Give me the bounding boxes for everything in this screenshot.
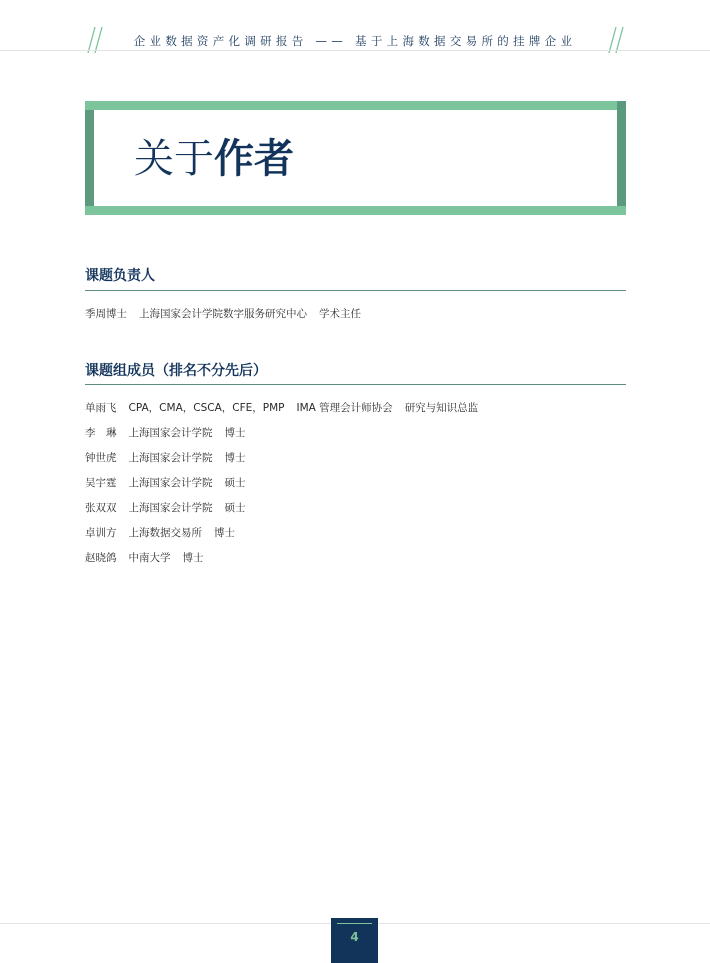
running-header-title: 企业数据资产化调研报告 —— 基于上海数据交易所的挂牌企业 (133, 34, 577, 48)
page-number: 4 (350, 930, 359, 944)
entry-role: 博士 (214, 527, 235, 539)
entry-affiliation: IMA 管理会计师协会 (296, 402, 393, 414)
page-title (134, 136, 294, 182)
entry-name: 张双双 (85, 502, 117, 514)
leader-section-heading: 课题负责人 (85, 268, 155, 284)
running-header (0, 22, 710, 56)
page-title-light: 关于 (134, 136, 214, 182)
entry-org: 上海国家会计学院 (128, 502, 213, 514)
entry-name: 卓训方 (85, 527, 117, 539)
banner-bottom-bar (85, 206, 626, 215)
member-entry (85, 451, 246, 465)
member-entry (85, 401, 478, 415)
member-entry (85, 526, 235, 540)
entry-role: 硕士 (224, 477, 246, 489)
banner-top-bar (85, 101, 626, 110)
banner-right-bar (617, 101, 626, 206)
entry-org: 上海国家会计学院 (128, 427, 213, 439)
page-title-bold: 作者 (214, 136, 294, 182)
entry-role: 博士 (182, 552, 204, 564)
page-number-box (331, 918, 378, 963)
entry-org: 上海数据交易所 (128, 527, 202, 539)
entry-org: 上海国家会计学院数字服务研究中心 (139, 308, 307, 320)
entry-role: 研究与知识总监 (404, 402, 479, 414)
title-banner (85, 101, 626, 215)
entry-org: 上海国家会计学院 (128, 477, 213, 489)
entry-org: 上海国家会计学院 (128, 452, 213, 464)
entry-role: 硕士 (224, 502, 246, 514)
member-entry (85, 476, 246, 490)
members-section-heading: 课题组成员（排名不分先后） (85, 363, 267, 379)
entry-name: 季周博士 (85, 308, 127, 320)
leader-entry (85, 307, 361, 321)
leader-section-divider (85, 290, 626, 291)
banner-panel (94, 110, 617, 206)
page-number-accent-line (337, 923, 372, 924)
entry-name: 单雨飞 (85, 402, 117, 414)
entry-role: 学术主任 (319, 308, 361, 320)
member-entry (85, 426, 246, 440)
members-section-divider (85, 384, 626, 385)
entry-name: 钟世虎 (85, 452, 117, 464)
member-entry (85, 501, 246, 515)
header-divider (0, 50, 710, 51)
banner-left-bar (85, 110, 94, 206)
entry-org: 中南大学 (128, 552, 171, 564)
entry-role: 博士 (224, 427, 246, 439)
entry-name: 赵晓鸽 (85, 552, 117, 564)
entry-role: 博士 (224, 452, 246, 464)
entry-name: 吴宇霆 (85, 477, 117, 489)
member-entry (85, 551, 204, 565)
entry-org: CPA，CMA，CSCA，CFE，PMP (128, 402, 285, 414)
entry-name: 李 琳 (85, 427, 117, 439)
